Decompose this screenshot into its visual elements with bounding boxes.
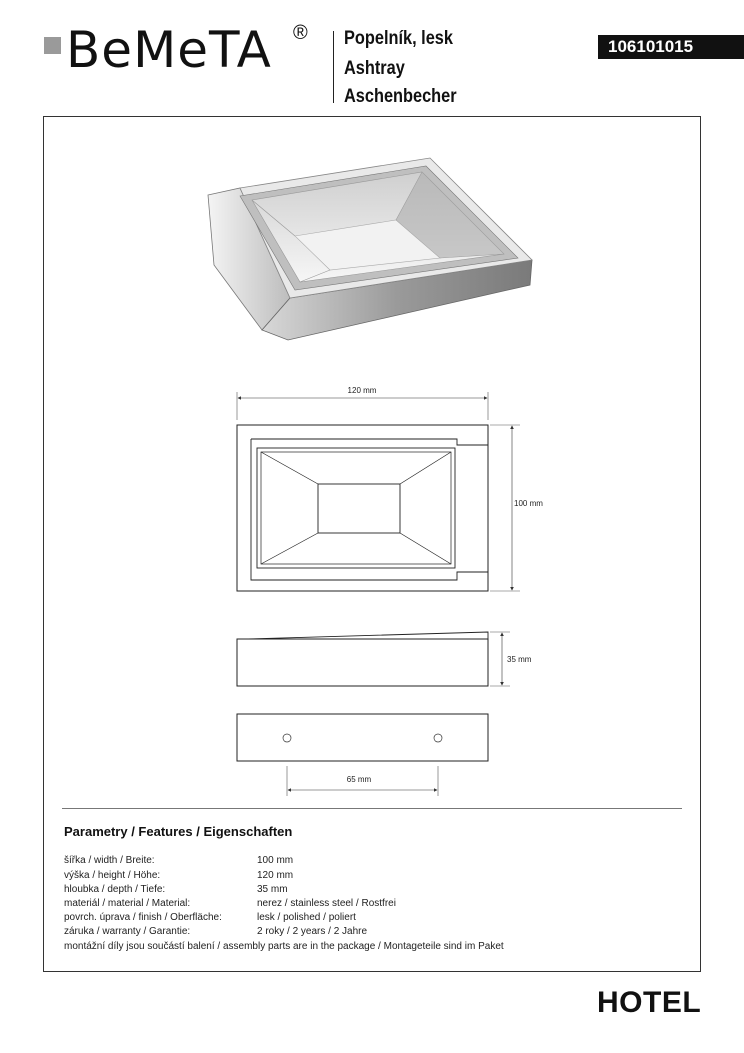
hole-spacing-dimension-label: 65 mm [346, 775, 372, 784]
mounting-hole-left [283, 734, 291, 742]
spec-label-width: šířka / width / Breite: [64, 855, 155, 866]
mounting-hole-right [434, 734, 442, 742]
spec-value-height: 120 mm [257, 870, 294, 881]
spec-label-material: materiál / material / Material: [64, 898, 191, 909]
registered-mark: ® [293, 22, 308, 44]
category-label: HOTEL [597, 986, 702, 1019]
spec-label-height: výška / height / Höhe: [64, 870, 161, 881]
width-dimension-label: 120 mm [347, 386, 377, 395]
title-german: Aschenbecher [344, 86, 457, 107]
spec-value-finish: lesk / polished / poliert [257, 912, 356, 923]
title-czech: Popelník, lesk [344, 28, 453, 49]
section-divider [62, 808, 682, 809]
spec-value-warranty: 2 roky / 2 years / 2 Jahre [257, 926, 368, 937]
assembly-note: montážní díly jsou součástí balení / assembly parts are in the package / Montageteile sind im Paket [64, 941, 504, 952]
product-photo [200, 150, 540, 350]
back-view [237, 714, 488, 761]
spec-label-finish: povrch. úprava / finish / Oberfläche: [64, 912, 222, 923]
features-title: Parametry / Features / Eigenschaften [64, 824, 293, 839]
spec-value-width: 100 mm [257, 855, 294, 866]
top-view [237, 425, 488, 591]
header-divider [333, 31, 334, 103]
logo-square [44, 37, 61, 54]
technical-drawing [220, 380, 550, 800]
title-english: Ashtray [344, 58, 405, 79]
spec-label-warranty: záruka / warranty / Garantie: [64, 926, 191, 937]
spec-value-material: nerez / stainless steel / Rostfrei [257, 898, 396, 909]
spec-value-depth: 35 mm [257, 884, 288, 895]
spec-label-depth: hloubka / depth / Tiefe: [64, 884, 166, 895]
brand-logo: BeMeTA [66, 21, 272, 79]
product-code: 106101015 [598, 35, 744, 59]
side-view [237, 632, 488, 686]
height-dimension-label: 100 mm [514, 499, 543, 508]
depth-dimension-label: 35 mm [507, 655, 532, 664]
